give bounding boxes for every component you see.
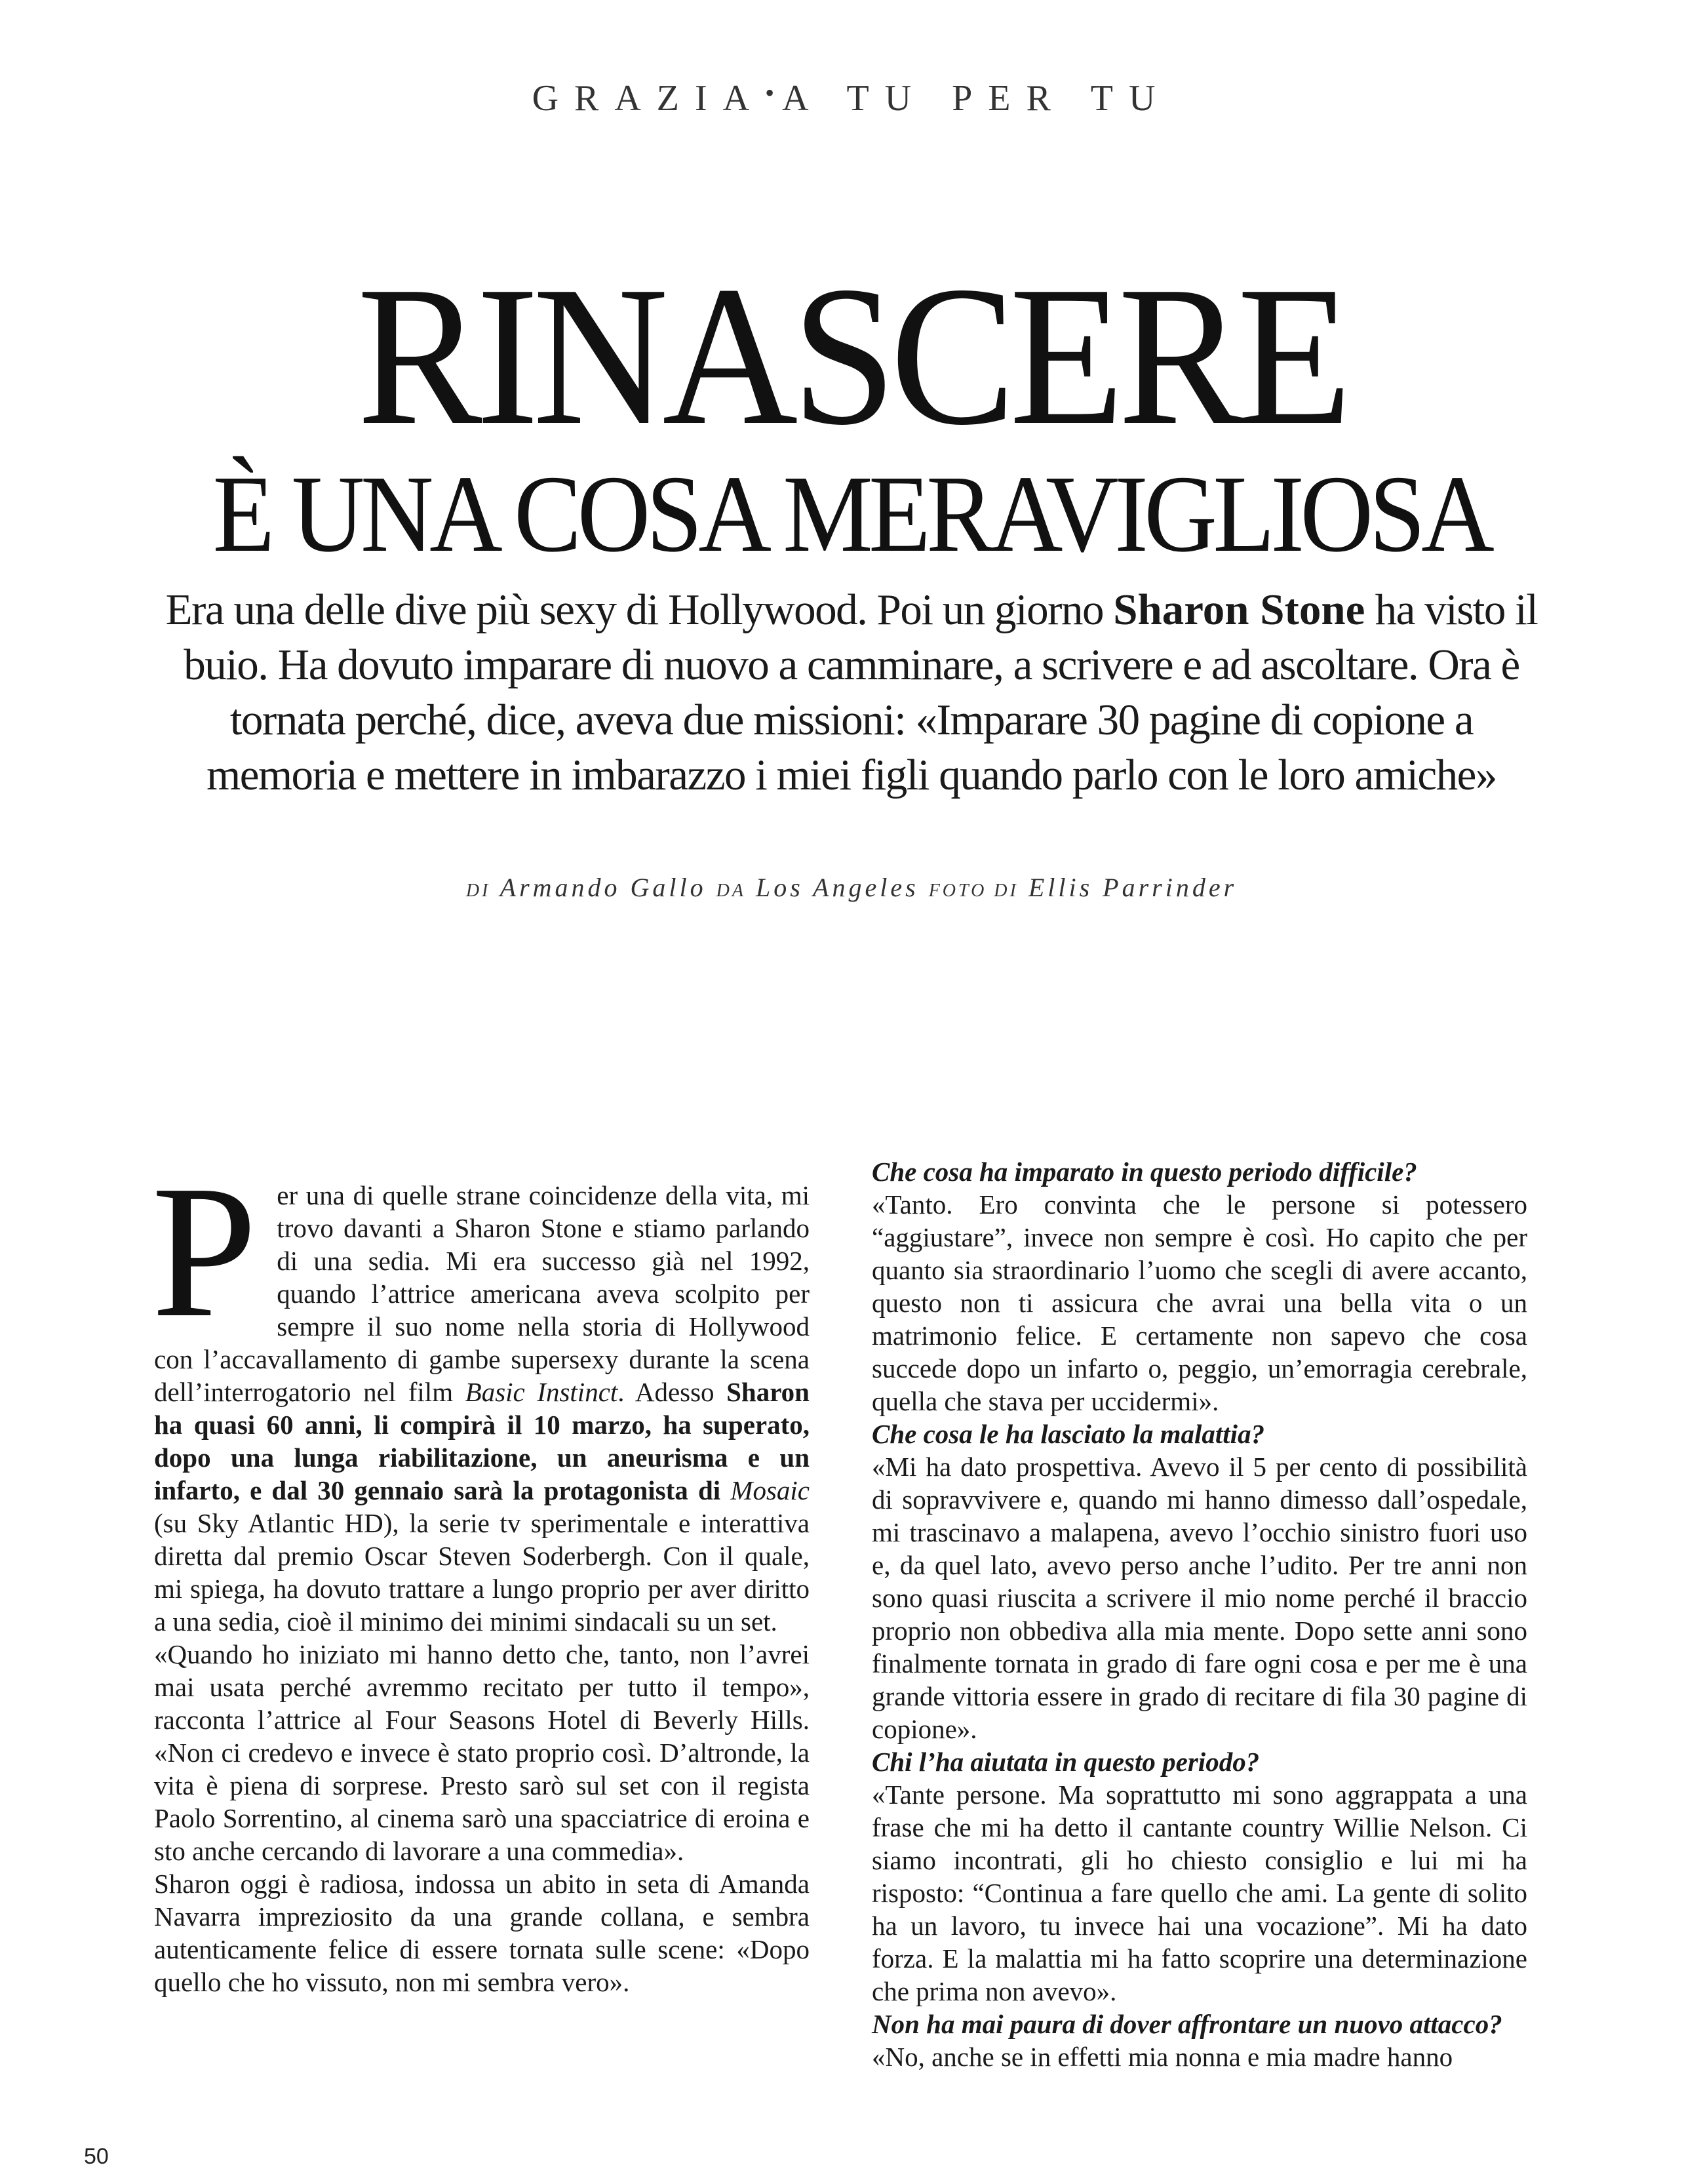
series-title: Mosaic [730,1475,810,1505]
byline [0,872,1703,903]
headline-line-2: È UNA COSA MERAVIGLIOSA [212,453,1491,575]
drop-cap: P [151,1146,258,1357]
page-number: 50 [84,2144,109,2169]
byline-foto-label: FOTO DI [928,881,1019,901]
byline-location: Los Angeles [755,873,919,902]
interview-answer: «Mi ha dato prospettiva. Avevo il 5 per cento di possibilità di sopravvivere e, quando mi hanno dimesso dall’ospedale, mi trascinavo a malapena, avevo l’occhio sinistro fuori uso e, da quel lato, avevo perso anche l’udito. Per tre anni non sono quasi riuscita a scrivere il mio nome perché il braccio proprio non obbediva alla mia mente. Dopo sette anni sono finalmente tornata in grado di fare ogni cosa e per me è una grande vittoria essere in grado di recitare di fila 30 pagine di copione». [872,1452,1527,1744]
interview-answer: «Tanto. Ero convinta che le persone si potessero “aggiustare”, invece non sempre è così. Ho capito che per quanto sia straordinario l’uomo che scegli di avere accanto, questo non ti assicura che avrai una bella vita o un matrimonio felice. E certamente non sapevo che cosa succede dopo un infarto o, peggio, un’emorragia cerebrale, quella che stava per uccidermi». [872,1189,1527,1416]
standfirst-text-1: Era una delle dive più sexy di Hollywood. Poi un giorno [165,586,1114,634]
section-rubric [0,77,1703,119]
highlight-text: Sharon ha quasi 60 anni, li compirà il 10 marzo, ha superato, dopo una lunga riabilitazione, un aneurisma e un infarto, e dal 30 gennaio sarà la protagonista di [154,1377,810,1505]
interview-question: Che cosa ha imparato in questo periodo difficile? [872,1157,1417,1187]
interview-answer: «No, anche se in effetti mia nonna e mia madre hanno [872,2042,1453,2072]
interview-question: Chi l’ha aiutata in questo periodo? [872,1747,1260,1777]
interview-question: Che cosa le ha lasciato la malattia? [872,1419,1265,1449]
paragraph-text: er una di quelle strane coincidenze della vita, mi trovo davanti a Sharon Stone e stiamo parlando di una sedia. Mi era successo già nel 1992, quando l’attrice americana aveva scolpito per sempre il suo nome nella storia di Hollywood con l’accavallamento di gambe supersexy durante la scena dell’interrogatorio nel film [154,1180,810,1407]
standfirst-subject-name: Sharon Stone [1113,586,1365,634]
section-name: A TU PER TU [782,78,1171,119]
byline-photographer: Ellis Parrinder [1028,873,1238,902]
bullet-dot: • [765,78,783,108]
magazine-brand: GRAZIA [532,78,766,119]
interview-question: Non ha mai paura di dover affrontare un nuovo attacco? [872,2009,1502,2039]
byline-author: Armando Gallo [499,873,707,902]
byline-da-label: DA [716,881,746,901]
article-column-left [151,1146,810,1998]
interview-answer: «Tante persone. Ma soprattutto mi sono aggrappata a una frase che mi ha detto il cantante country Willie Nelson. Ci siamo incontrati, gli ho chiesto consiglio e lui mi ha risposto: “Continua a fare quello che ami. La gente di solito ha un lavoro, tu invece hai una vocazione”. Mi ha dato forza. E la malattia mi ha fatto scoprire una determinazione che prima non avevo». [872,1779,1527,2006]
paragraph-text: . Adesso [617,1377,727,1407]
standfirst [164,582,1539,803]
paragraph-space [720,1475,730,1505]
film-title: Basic Instinct [465,1377,618,1407]
paragraph-text: (su Sky Atlantic HD), la serie tv sperimentale e interattiva diretta dal premio Oscar Steven Soderbergh. Con il quale, mi spiega, ha dovuto trattare a lungo proprio per aver diritto a una sedia, cioè il minimo dei minimi sindacali su un set. [154,1508,810,1637]
article-paragraph: Sharon oggi è radiosa, indossa un abito in seta di Amanda Navarra impreziosito da una grande collana, e sembra autenticamente felice di essere tornata sulle scene: «Dopo quello che ho vissuto, non mi sembra vero». [154,1869,810,1997]
article-paragraph: «Quando ho iniziato mi hanno detto che, tanto, non l’avrei mai usata perché avremmo recitato per tutto il tempo», racconta l’attrice al Four Seasons Hotel di Beverly Hills. «Non ci credevo e invece è stato proprio così. D’altronde, la vita è piena di sorprese. Presto sarò sul set con il regista Paolo Sorrentino, al cinema sarò una spacciatrice di eroina e sto anche cercando di lavorare a una commedia». [154,1639,810,1866]
article-paragraph [151,1146,810,1638]
headline-line-1: RINASCERE [357,245,1346,466]
standfirst-text-2: ha visto il buio. Ha dovuto imparare di nuovo a camminare, a scrivere e ad ascoltare. Ora è tornata perché, dice, aveva due missioni: «Imparare 30 pagine di copione a memoria e mettere in imbarazzo i miei figli quando parlo con le loro amiche» [184,586,1538,799]
article-column-right [872,1155,1527,2073]
byline-di-label: DI [465,881,491,901]
